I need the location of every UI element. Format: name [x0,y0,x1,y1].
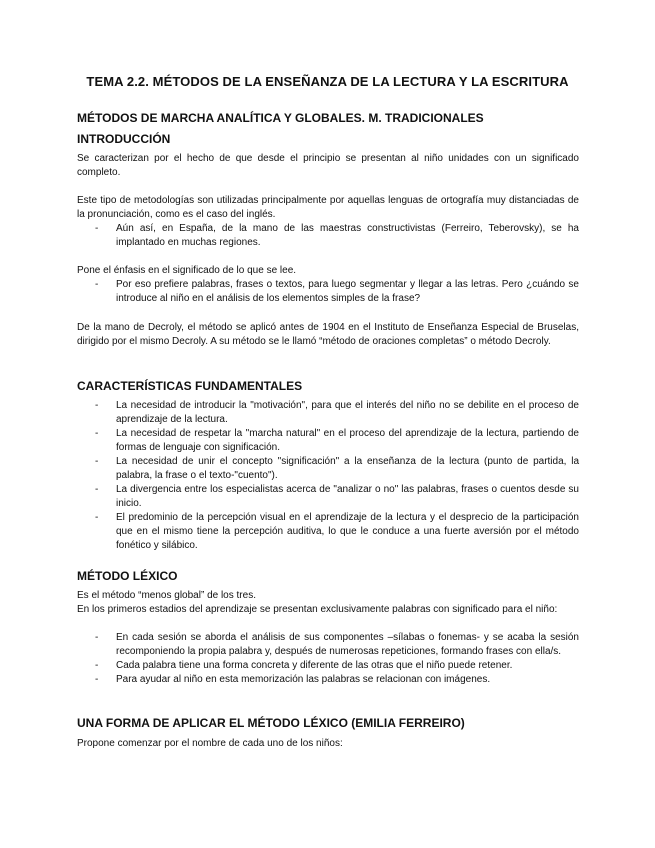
bullet-dash: - [95,660,99,671]
paragraph-intro-2: Este tipo de metodologías son utilizadas principalmente por aquellas lenguas de ortografía muy distanciadas de la pronunciación, como es el caso del inglés. [77,195,579,220]
bullet-dash: - [95,456,99,467]
list-item: - El predominio de la percepción visual en el aprendizaje de la lectura y el desprecio de la participación que en el mismo tiene la percepción auditiva, lo que le conduce a una fuerte aversión por el método fonético y silábico. [95,512,579,551]
list-item: - En cada sesión se aborda el análisis de sus componentes –sílabas o fonemas- y se acaba la sesión recomponiendo la propia palabra y, después de numerosas repeticiones, formando frases con ella/s. [95,632,579,657]
bullet-dash: - [95,632,99,643]
paragraph-intro-1: Se caracterizan por el hecho de que desde el principio se presentan al niño unidades con un significado completo. [77,153,579,178]
section-heading-metodo-lexico: MÉTODO LÉXICO [77,569,178,583]
subheading-introduccion: INTRODUCCIÓN [77,132,171,146]
paragraph-ferreiro-1: Propone comenzar por el nombre de cada uno de los niños: [77,738,343,749]
bullet-dash: - [95,223,99,234]
bullet-list-a [77,222,579,250]
paragraph-intro-3: Pone el énfasis en el significado de lo que se lee. [77,265,297,276]
bullet-dash: - [95,279,99,290]
bullet-list-lexico [77,631,579,687]
paragraph-lexico-2: En los primeros estadios del aprendizaje se presentan exclusivamente palabras con significado para el niño: [77,604,558,615]
bullet-dash: - [95,484,99,495]
bullet-list-b [77,278,579,306]
document-title: TEMA 2.2. MÉTODOS DE LA ENSEÑANZA DE LA LECTURA Y LA ESCRITURA [86,74,569,89]
bullet-dash: - [95,674,99,685]
list-item: - La divergencia entre los especialistas acerca de "analizar o no" las palabras, frases o cuentos desde su inicio. [95,484,579,509]
list-item: - Por eso prefiere palabras, frases o textos, para luego segmentar y llegar a las letras. Pero ¿cuándo se introduce al niño en el análisis de los elementos simples de la frase? [95,279,579,304]
section-heading-caracteristicas: CARACTERÍSTICAS FUNDAMENTALES [77,379,303,393]
section-heading-metodos-analiticos: MÉTODOS DE MARCHA ANALÍTICA Y GLOBALES. M. TRADICIONALES [77,111,484,125]
paragraph-intro-4: De la mano de Decroly, el método se aplicó antes de 1904 en el Instituto de Enseñanza Especial de Bruselas, dirigido por el mismo Decroly. A su método se le llamó “método de oraciones completas” o método Decroly. [77,322,579,347]
list-item: - Aún así, en España, de la mano de las maestras constructivistas (Ferreiro, Teberovsky), se ha implantado en muchas regiones. [95,223,579,248]
bullet-dash: - [95,400,99,411]
list-item: - La necesidad de unir el concepto "significación" a la enseñanza de la lectura (punto de partida, la palabra, la frase o el texto-"cuento"). [95,456,579,481]
list-item: - Para ayudar al niño en esta memorización las palabras se relacionan con imágenes. [95,674,491,685]
bullet-dash: - [95,428,99,439]
section-heading-emilia-ferreiro: UNA FORMA DE APLICAR EL MÉTODO LÉXICO (EMILIA FERREIRO) [77,716,465,730]
list-item: - Cada palabra tiene una forma concreta y diferente de las otras que el niño puede retener. [95,660,513,671]
bullet-dash: - [95,512,99,523]
bullet-list-caracteristicas [77,399,579,553]
list-item: - La necesidad de respetar la "marcha natural" en el proceso del aprendizaje de la lectura, partiendo de formas de lenguaje con significación. [95,428,579,453]
list-item: - La necesidad de introducir la "motivación", para que el interés del niño no se debilite en el proceso de aprendizaje de la lectura. [95,400,579,425]
paragraph-lexico-1: Es el método “menos global” de los tres. [77,590,256,601]
